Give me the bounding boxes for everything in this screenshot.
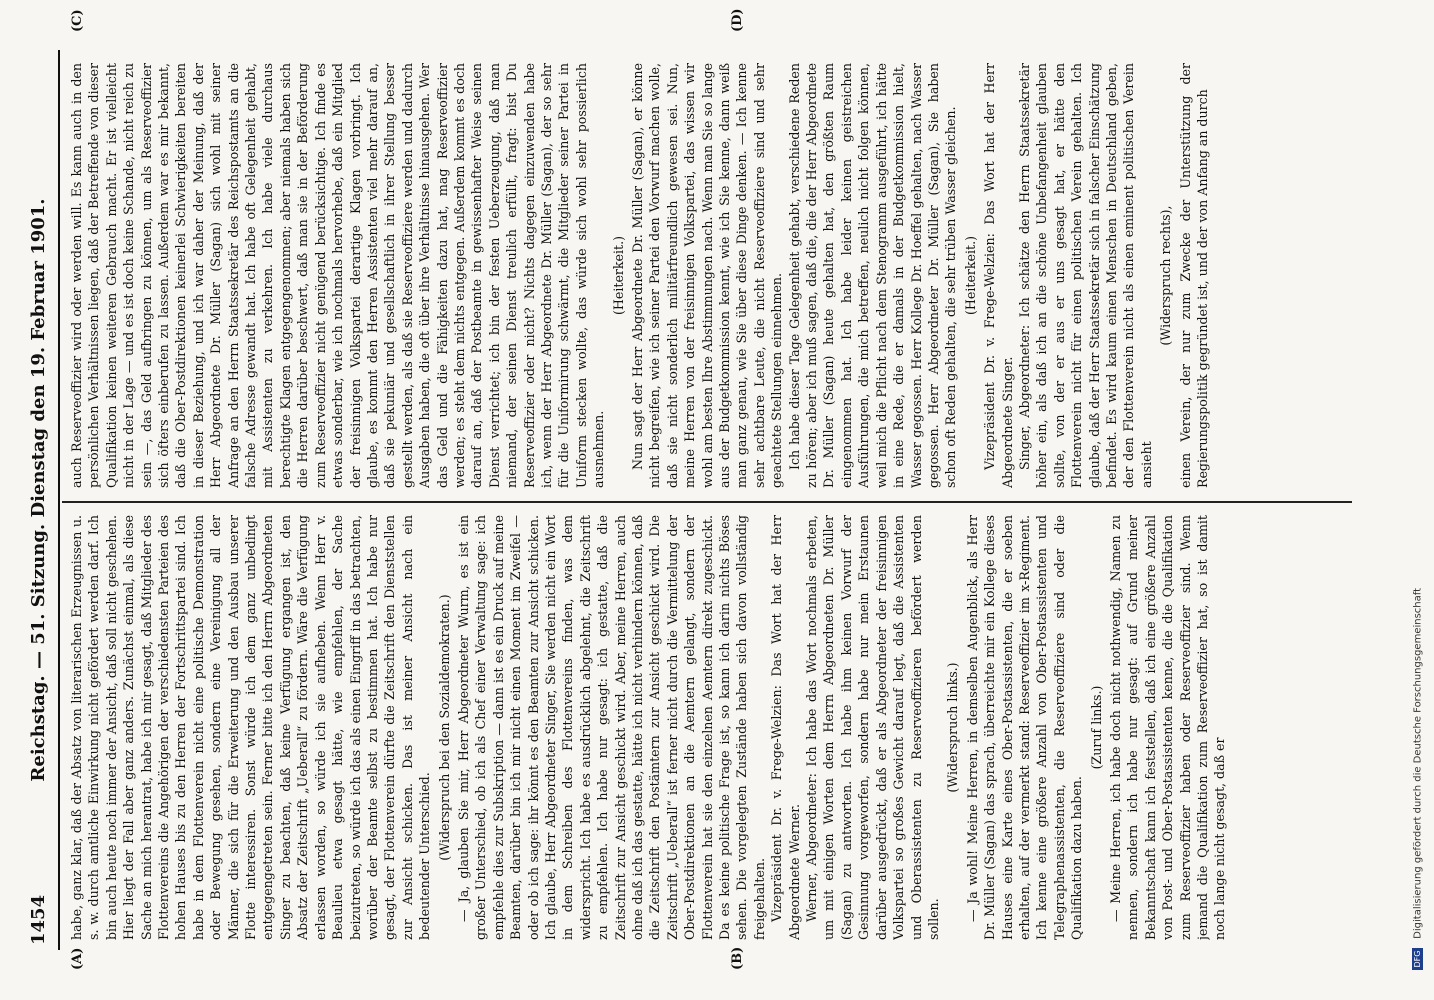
margin-letter-c: (C) xyxy=(70,9,85,32)
paragraph: — Ja wohl! Meine Herren, in demselben Augenblick, als Herr Dr. Müller (Sagan) das sprach, überreichte mir ein Kollege dieses Hauses eine Karte eines Ober-Postassistenten, die er soeben erhalten, auf der vermerkt stand: Reserveoffizier im x-Regiment. Ich kenne eine größere Anzahl von Ober-Postassistenten und Telegraphenassistenten, die Reserveoffiziere sind oder die Qualifikation dazu haben. xyxy=(964,515,1085,940)
paragraph: einen Verein, der nur zum Zwecke der Unterstützung der Regierungspolitik gegründet ist, und der von Anfang an durch xyxy=(1177,63,1210,488)
interjection: (Widerspruch links.) xyxy=(945,662,961,793)
digitization-credit xyxy=(1412,30,1428,970)
interjection: (Heiterkeit.) xyxy=(962,236,978,315)
page-title: Reichstag. — 51. Sitzung. Dienstag den 19. Februar 1901. xyxy=(28,198,49,782)
interjection: (Widerspruch bei den Sozialdemokraten.) xyxy=(436,594,452,861)
column-divider xyxy=(62,501,1352,503)
interjection: (Heiterkeit.) xyxy=(610,236,626,315)
paragraph: — Ja, glauben Sie mir, Herr Abgeordneter Wurm, es ist ein großer Unterschied, ob ich als Chef einer Verwaltung sage: ich empfehle dies zur Subskription — dann ist es ein Druck auf meine Beamten, darüber bin ich mir nicht einen Moment im Zweifel — oder ob ich sage: ihr könnt es den Beamten zur Ansicht schicken. Ich glaube, Herr Abgeordneter Singer, Sie werden nicht ein Wort in dem Schreiben des Flottenvereins finden, was dem widerspricht. Ich habe es ausdrücklich abgelehnt, die Zeitschrift zu empfehlen. Ich habe nur gesagt: ich gestatte, daß die Zeitschrift zur Ansicht geschickt wird. Aber, meine Herren, auch ohne daß ich das gestatte, hätte ich nicht verhindern können, daß die Zeitschrift den Postämtern zur Ansicht geschickt wird. Die Zeitschrift „Ueberall“ ist ferner nicht durch die Vermittelung der Ober-Postdirektionen an die Aemtern gelangt, sondern der Flottenverein hat sie den einzelnen Aemtern direkt zugeschickt. Da es keine politische Frage ist, so kann ich darin nichts Böses sehen. Die vorgelegten Zustände haben sich davon vollständig freigehalten. xyxy=(455,515,767,940)
dfg-logo-icon: DFG xyxy=(1412,948,1423,970)
header-rule xyxy=(58,50,60,950)
paragraph: Nun sagt der Herr Abgeordnete Dr. Müller (Sagan), er könne nicht begreifen, wie ich seiner Partei den Vorwurf machen wolle, daß sie nicht sonderlich militärfreundlich gewesen sei. Nun, meine Herren von der freisinnigen Volkspartei, das wissen wir wohl am besten Ihre Abstimmungen nach. Wenn man Sie so lange aus der Budgetkommission kennt, wie ich Sie kenne, dann weiß man ganz genau, wie Sie über diese Dinge denken. — Ich kenne sehr achtbare Leute, die nicht Reserveoffiziere sind und sehr geachtete Stellungen einnehmen. xyxy=(630,63,785,488)
margin-letter-a: (A) xyxy=(70,947,85,970)
paragraph: Singer, Abgeordneter: Ich schätze den Herrn Staatssekretär höher ein, als daß ich an die schöne Unbefangenheit glauben sollte, von der er aus er uns gesagt hat, er hätte den Flottenverein nicht für einen politischen Verein gehalten. Ich glaube, daß der Herr Staatssekretär sich in falscher Einschätzung befindet. Es wird kaum einen Menschen in Deutschland geben, der den Flottenverein nicht als einen eminent politischen Verein ansieht xyxy=(1016,63,1154,488)
paragraph: Ich habe dieser Tage Gelegenheit gehabt, verschiedene Reden zu hören; aber ich muß sagen, daß die, die der Herr Abgeordnete Dr. Müller (Sagan) heute gehalten hat, den größten Raum eingenommen hat. Ich habe leider keinen geistreichen Ausführungen, die mich betreffen, neulich nicht folgen können, weil mich die Pflicht nach dem Stenogramm ausgeführt, ich hätte in eine Rede, die er damals in der Budgetkommission hielt, Wasser gegossen. Herr Kollege Dr. Hoeffel gehalten, nach Wasser gegossen. Herr Abgeordneter Dr. Müller (Sagan), Sie haben schon oft Reden gehalten, die sehr trüben Wasser gleichen. xyxy=(786,63,959,488)
margin-letter-b: (B) xyxy=(730,946,745,970)
paragraph: — Meine Herren, ich habe doch nicht nothwendig, Namen zu nennen, sondern ich habe nur gesagt: auf Grund meiner Bekanntschaft kann ich feststellen, daß ich eine größere Anzahl von Post- und Ober-Postassistenten kenne, die die Qualifikation zum Reserveoffizier haben oder Reserveoffizier sind. Wenn jemand die Qualifikation zum Reserveoffizier hat, so ist damit noch lange nicht gesagt, daß er xyxy=(1107,515,1228,940)
speaker-line: Vizepräsident Dr. v. Frege-Welzien: Das Wort hat der Herr Abgeordnete Werner. xyxy=(769,515,802,940)
page-header xyxy=(22,35,56,945)
speaker-line: Vizepräsident Dr. v. Frege-Welzien: Das Wort hat der Herr Abgeordnete Singer. xyxy=(982,63,1015,488)
paragraph: habe, ganz klar, daß der Absatz von literarischen Erzeugnissen u. s. w. durch amtliche Einwirkung nicht gefördert werden darf. Ich bin auch heute noch immer der Ansicht, daß soll nicht geschehen. Hier liegt der Fall aber ganz anders. Zunächst einmal, als diese Sache an mich herantrat, habe ich mir gesagt, daß Mitglieder des Flottenvereins die Angehörigen der verschiedensten Parteien des hohen Hauses bis zu den Herren der Fortschrittspartei sind. Ich habe in dem Flottenverein nicht eine politische Demonstration oder Bewegung gesehen, sondern eine Vereinigung all der Männer, die sich für die Erweiterung und den Ausbau unserer Flotte interessiren. Sonst würde ich dem ganz unbedingt entgegengetreten sein. Ferner bitte ich den Herrn Abgeordneten Singer zu beachten, daß keine Verfügung ergangen ist, den Absatz der Zeitschrift „Ueberall“ zu fördern. Wäre die Verfügung erlassen worden, so würde ich sie aufheben. Wenn Herr v. Beaulieu etwa gesagt hätte, wie empfehlen, der Sache beizutreten, so würde ich das als einen Eingriff in das betrachten, worüber der Beamte selbst zu bestimmen hat. Ich habe nur gesagt, der Flottenverein dürfte die Zeitschrift den Dienststellen zur Ansicht schicken. Das ist meiner Ansicht nach ein bedeutender Unterschied. xyxy=(69,515,433,940)
margin-letter-d: (D) xyxy=(730,8,745,32)
interjection: (Widerspruch rechts), xyxy=(1158,205,1174,346)
page-number: 1454 xyxy=(28,894,49,945)
interjection: (Zuruf links.) xyxy=(1088,685,1104,770)
left-column xyxy=(68,515,1368,940)
right-column xyxy=(68,63,1368,488)
paragraph: Werner, Abgeordneter: Ich habe das Wort nochmals erbeten, um mit einigen Worten dem Herrn Abgeordneten Dr. Müller (Sagan) zu antworten. Ich habe ihm keinen Vorwurf der Gesinnung vorgeworfen, sondern habe nur mein Erstaunen darüber ausgedrückt, daß er als Abgeordneter der freisinnigen Volkspartei so großes Gewicht darauf legt, daß die Assistenten und Oberassistenten zu Reserveoffizieren befördert werden sollen. xyxy=(804,515,941,940)
credit-text: Digitalisierung gefördert durch die Deutsche Forschungsgemeinschaft xyxy=(1412,587,1424,939)
paragraph: auch Reserveoffizier wird oder werden will. Es kann auch in den persönlichen Verhältnissen liegen, daß der Betreffende von dieser Qualifikation keinen weiteren Gebrauch macht. Er ist vielleicht nicht in der Lage — und es ist doch keine Schande, nicht reich zu sein —, das Geld aufbringen zu können, um als Reserveoffizier sich öfters einberufen zu lassen. Außerdem war es mir bekannt, daß die Ober-Postdirektionen keinerlei Schwierigkeiten bereiten in dieser Beziehung, und ich war daher der Meinung, daß der Herr Abgeordnete Dr. Müller (Sagan) sich wohl mit seiner Anfrage an den Herrn Staatssekretär des Reichspostamts an die falsche Adresse gewandt hat. Ich habe oft Gelegenheit gehabt, mit Assistenten zu verkehren. Ich habe viele durchaus berechtigte Klagen entgegengenommen; aber niemals haben sich die Herren darüber beschwert, daß man sie in der Beförderung zum Reserveoffizier nicht genügend berücksichtige. Ich finde es etwas sonderbar, wie ich nochmals hervorhebe, daß ein Mitglied der freisinnigen Volkspartei derartige Klagen vorbringt. Ich glaube, es kommt den Herren Assistenten viel mehr darauf an, daß sie pekuniär und gesellschaftlich in ihrer Stellung besser gestellt werden, als daß sie Reserveoffiziere werden und dadurch Ausgaben haben, die oft über ihre Verhältnisse hinausgehen. Wer das Geld und die Fähigkeiten dazu hat, mag Reserveoffizier werden; es steht dem nichts entgegen. Außerdem kommt es doch darauf an, daß der Postbeamte in gewissenhafter Weise seinen Dienst verrichtet; ich bin der festen Ueberzeugung, daß man niemand, der seinen Dienst treulich erfüllt, fragt: bist Du Reserveoffizier oder nicht? Nichts dagegen einzuwenden habe ich, wenn der Herr Abgeordnete Dr. Müller (Sagan), der so sehr für die Uniformirung schwärmt, die Mitglieder seiner Partei in Uniform stecken wollte, das würde sich wohl sehr possierlich ausnehmen. xyxy=(69,63,607,488)
